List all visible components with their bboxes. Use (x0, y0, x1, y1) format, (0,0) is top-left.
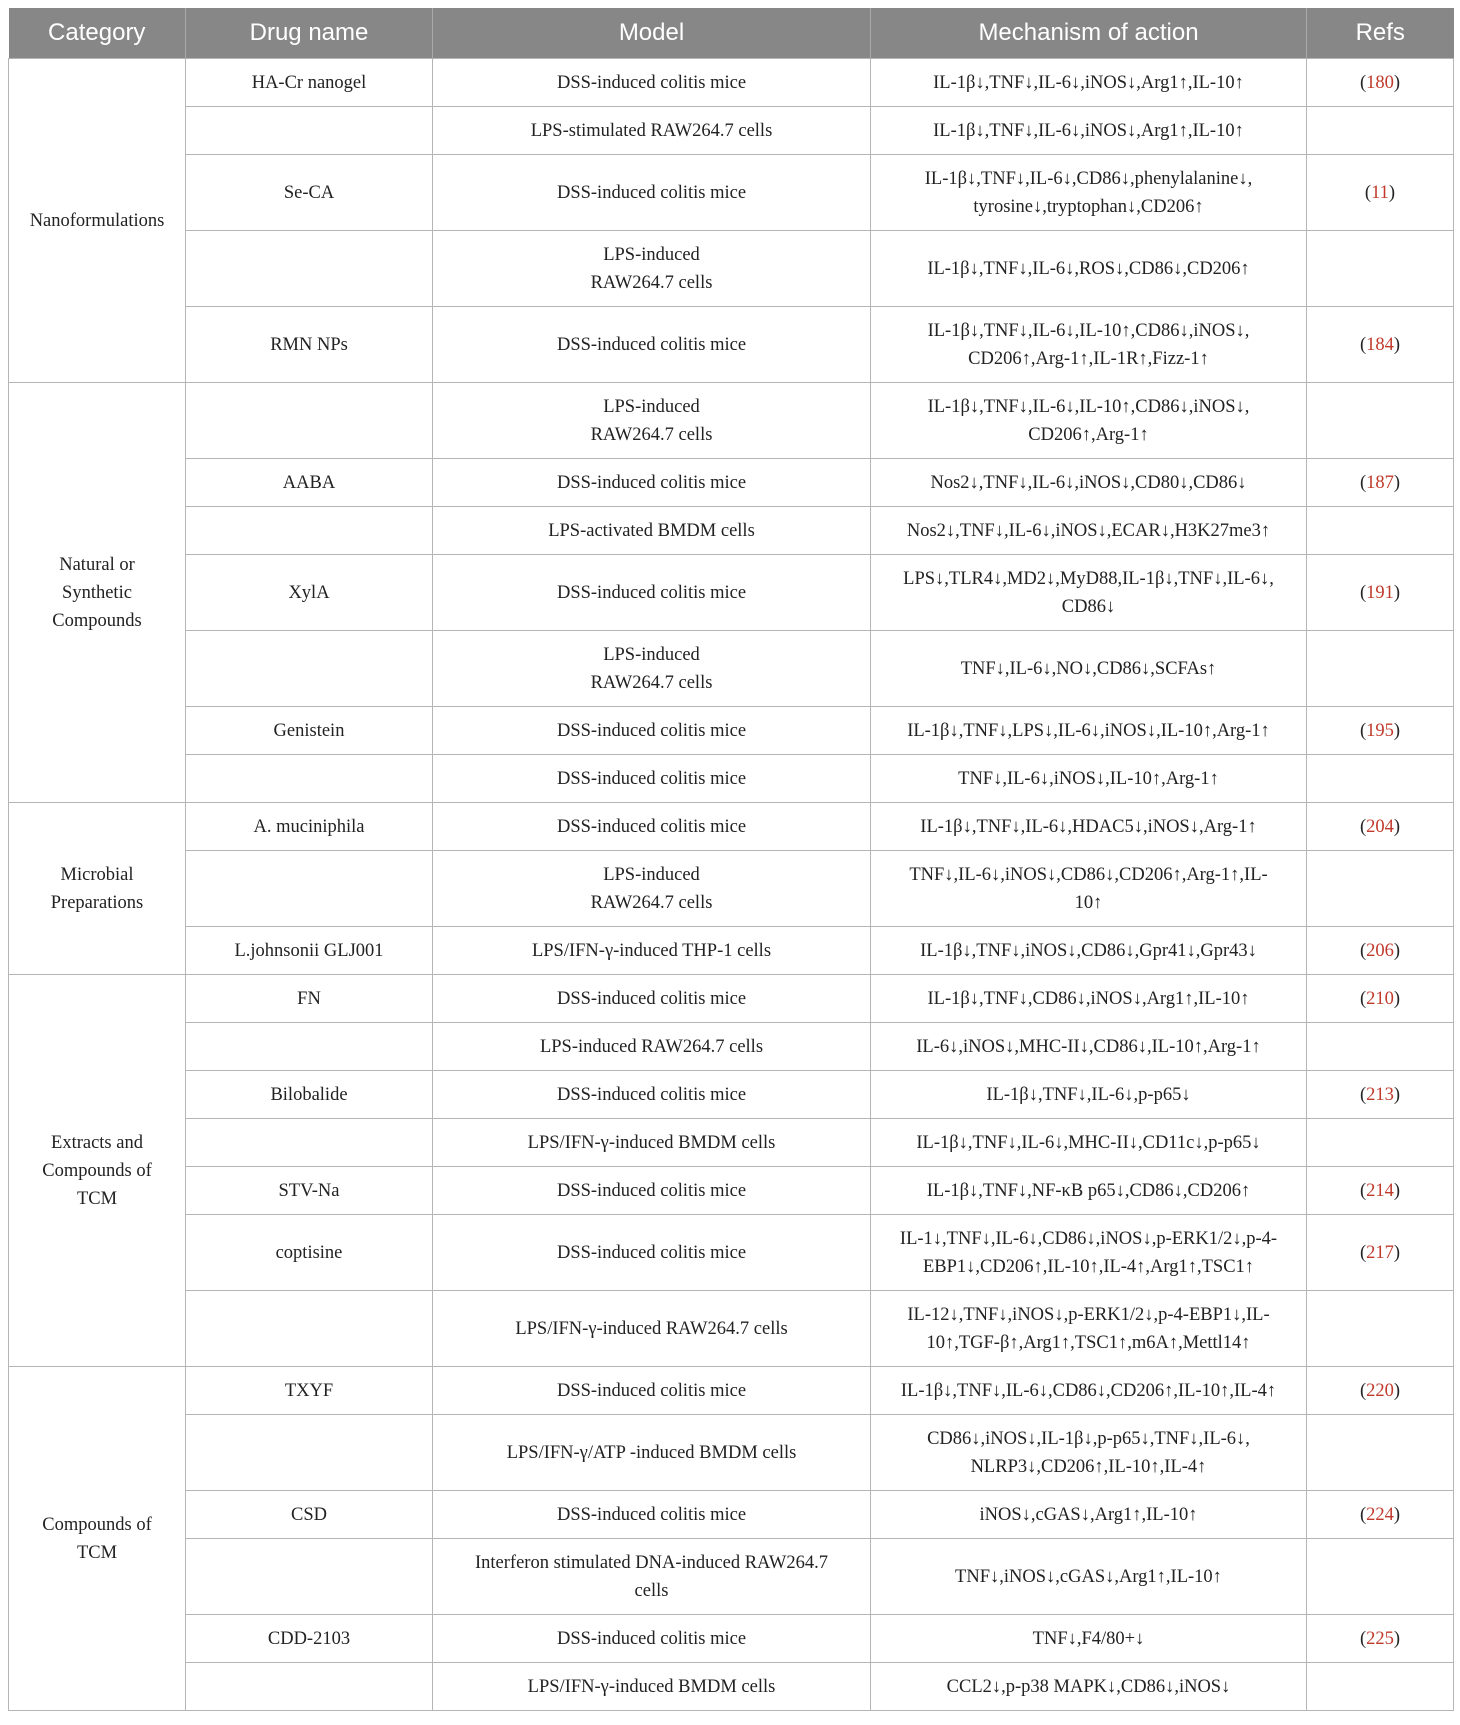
model-text: DSS-induced colitis mice (556, 1628, 747, 1649)
mechanism-text: CD206↑,Arg-1↑ (1028, 424, 1149, 445)
category-cell (9, 383, 186, 803)
reference-link[interactable]: 11 (1371, 182, 1389, 203)
mechanism-text: IL-1β↓,TNF↓,IL-6↓,iNOS↓,Arg1↑,IL-10↑ (933, 120, 1244, 141)
model-cell (433, 1491, 871, 1539)
header-mechanism: Mechanism of action (871, 8, 1307, 59)
model-cell (433, 383, 871, 459)
drug-name-cell: STV-Na (186, 1167, 433, 1215)
model-cell (433, 1119, 871, 1167)
table-row (9, 383, 1454, 459)
refs-cell (1307, 1539, 1454, 1615)
refs-cell (1307, 1119, 1454, 1167)
mechanism-text: CCL2↓,p-p38 MAPK↓,CD86↓,iNOS↓ (946, 1676, 1231, 1697)
header-drug-name: Drug name (186, 8, 433, 59)
model-cell (433, 1023, 871, 1071)
model-cell (433, 231, 871, 307)
mechanism-text: TNF↓,IL-6↓,iNOS↓,CD86↓,CD206↑,Arg-1↑,IL- (909, 864, 1268, 885)
drug-name-cell: Genistein (186, 707, 433, 755)
mechanism-text: tyrosine↓,tryptophan↓,CD206↑ (973, 196, 1204, 217)
model-cell (433, 1415, 871, 1491)
mechanism-cell (871, 755, 1307, 803)
header-category: Category (9, 8, 186, 59)
mechanism-cell (871, 1415, 1307, 1491)
model-text: LPS-induced (603, 244, 700, 265)
category-label: Synthetic (62, 582, 132, 603)
mechanism-text: IL-1β↓,TNF↓,NF-κB p65↓,CD86↓,CD206↑ (926, 1180, 1251, 1201)
refs-cell (1307, 1291, 1454, 1367)
category-label: Preparations (50, 892, 144, 913)
table-row (9, 1615, 1454, 1663)
model-cell (433, 1615, 871, 1663)
model-text: LPS-induced (603, 396, 700, 417)
table-row (9, 975, 1454, 1023)
model-text: LPS/IFN-γ-induced BMDM cells (527, 1676, 776, 1697)
reference-link[interactable]: 225 (1366, 1628, 1394, 1649)
mechanism-text: IL-1β↓,TNF↓,IL-6↓,CD86↓,phenylalanine↓, (924, 168, 1253, 189)
drug-name-cell: XylA (186, 555, 433, 631)
drug-name-cell: CSD (186, 1491, 433, 1539)
reference-link[interactable]: 180 (1366, 72, 1394, 93)
model-text: DSS-induced colitis mice (556, 1504, 747, 1525)
refs-cell: (210) (1307, 975, 1454, 1023)
table-row (9, 631, 1454, 707)
category-label: Compounds of (42, 1514, 152, 1535)
reference-link[interactable]: 204 (1366, 816, 1394, 837)
mechanism-cell (871, 1367, 1307, 1415)
reference-link[interactable]: 184 (1366, 334, 1394, 355)
header-model: Model (433, 8, 871, 59)
table-row (9, 307, 1454, 383)
refs-cell: (206) (1307, 927, 1454, 975)
mechanism-cell (871, 459, 1307, 507)
table-row (9, 1663, 1454, 1711)
model-text: LPS/IFN-γ-induced BMDM cells (527, 1132, 776, 1153)
model-text: DSS-induced colitis mice (556, 720, 747, 741)
mechanism-text: IL-1β↓,TNF↓,IL-6↓,IL-10↑,CD86↓,iNOS↓, (927, 320, 1250, 341)
mechanism-text: TNF↓,IL-6↓,iNOS↓,IL-10↑,Arg-1↑ (958, 768, 1219, 789)
model-cell (433, 1291, 871, 1367)
model-cell (433, 1367, 871, 1415)
model-text: RAW264.7 cells (590, 672, 713, 693)
refs-cell (1307, 1415, 1454, 1491)
model-text: DSS-induced colitis mice (556, 1242, 747, 1263)
table-row (9, 1023, 1454, 1071)
refs-cell (1307, 507, 1454, 555)
model-text: DSS-induced colitis mice (556, 182, 747, 203)
table-row (9, 755, 1454, 803)
model-text: Interferon stimulated DNA-induced RAW264.7 (474, 1552, 828, 1573)
model-text: LPS-induced (603, 644, 700, 665)
model-cell (433, 1663, 871, 1711)
mechanism-cell (871, 1491, 1307, 1539)
model-cell (433, 631, 871, 707)
model-cell (433, 927, 871, 975)
mechanism-cell (871, 851, 1307, 927)
table-header (9, 8, 1454, 59)
model-text: LPS-stimulated RAW264.7 cells (530, 120, 773, 141)
table-row (9, 927, 1454, 975)
model-cell (433, 59, 871, 107)
mechanism-cell (871, 155, 1307, 231)
drug-name-cell (186, 851, 433, 927)
category-label: Nanoformulations (29, 210, 165, 231)
table-row (9, 459, 1454, 507)
model-cell (433, 707, 871, 755)
header-refs: Refs (1307, 8, 1454, 59)
model-text: cells (634, 1580, 669, 1601)
mechanism-text: TNF↓,F4/80+↓ (1032, 1628, 1145, 1649)
model-text: RAW264.7 cells (590, 424, 713, 445)
mechanism-cell (871, 975, 1307, 1023)
mechanism-cell (871, 631, 1307, 707)
mechanism-text: NLRP3↓,CD206↑,IL-10↑,IL-4↑ (970, 1456, 1207, 1477)
category-label: Compounds of (42, 1160, 152, 1181)
mechanism-text: LPS↓,TLR4↓,MD2↓,MyD88,IL-1β↓,TNF↓,IL-6↓, (903, 568, 1274, 589)
drug-name-cell (186, 1415, 433, 1491)
table-row (9, 1491, 1454, 1539)
refs-cell: (184) (1307, 307, 1454, 383)
category-label: TCM (76, 1188, 118, 1209)
category-cell (9, 975, 186, 1367)
table-row (9, 1215, 1454, 1291)
mechanism-cell (871, 1119, 1307, 1167)
model-cell (433, 107, 871, 155)
category-label: Extracts and (51, 1132, 143, 1153)
mechanism-text: Nos2↓,TNF↓,IL-6↓,iNOS↓,ECAR↓,H3K27me3↑ (906, 520, 1271, 541)
refs-cell (1307, 851, 1454, 927)
reference-link[interactable]: 206 (1366, 940, 1394, 961)
refs-cell: (224) (1307, 1491, 1454, 1539)
mechanism-text: TNF↓,iNOS↓,cGAS↓,Arg1↑,IL-10↑ (955, 1566, 1222, 1587)
model-text: LPS/IFN-γ/ATP -induced BMDM cells (506, 1442, 797, 1463)
table-row (9, 59, 1454, 107)
table-row (9, 1367, 1454, 1415)
refs-cell: (213) (1307, 1071, 1454, 1119)
drug-name-cell (186, 507, 433, 555)
mechanism-cell (871, 507, 1307, 555)
table-body (9, 59, 1454, 1711)
mechanism-cell (871, 59, 1307, 107)
category-cell (9, 803, 186, 975)
mechanism-text: CD86↓ (1061, 596, 1116, 617)
model-text: DSS-induced colitis mice (556, 334, 747, 355)
model-text: RAW264.7 cells (590, 892, 713, 913)
refs-cell (1307, 231, 1454, 307)
drug-name-cell (186, 231, 433, 307)
category-cell (9, 59, 186, 383)
mechanism-cell (871, 555, 1307, 631)
refs-cell: (187) (1307, 459, 1454, 507)
mechanism-text: IL-1β↓,TNF↓,IL-6↓,HDAC5↓,iNOS↓,Arg-1↑ (920, 816, 1257, 837)
table-row (9, 1291, 1454, 1367)
reference-link[interactable]: 187 (1366, 472, 1394, 493)
table-row (9, 1167, 1454, 1215)
table-row (9, 1415, 1454, 1491)
drug-name-cell (186, 631, 433, 707)
category-label: Natural or (59, 554, 135, 575)
mechanism-cell (871, 927, 1307, 975)
drug-name-cell: Bilobalide (186, 1071, 433, 1119)
drug-name-cell (186, 1663, 433, 1711)
mechanism-text: iNOS↓,cGAS↓,Arg1↑,IL-10↑ (979, 1504, 1198, 1525)
table-row (9, 107, 1454, 155)
drug-table (8, 8, 1454, 1711)
drug-name-cell: RMN NPs (186, 307, 433, 383)
model-cell (433, 1215, 871, 1291)
model-cell (433, 755, 871, 803)
drug-name-cell: coptisine (186, 1215, 433, 1291)
mechanism-text: IL-12↓,TNF↓,iNOS↓,p-ERK1/2↓,p-4-EBP1↓,IL- (907, 1304, 1270, 1325)
model-cell (433, 459, 871, 507)
mechanism-cell (871, 803, 1307, 851)
model-text: LPS-induced (603, 864, 700, 885)
reference-link[interactable]: 210 (1366, 988, 1394, 1009)
mechanism-cell (871, 107, 1307, 155)
table-row (9, 707, 1454, 755)
table-row (9, 231, 1454, 307)
reference-link[interactable]: 224 (1366, 1504, 1394, 1525)
table-row (9, 507, 1454, 555)
table-row (9, 803, 1454, 851)
model-text: RAW264.7 cells (590, 272, 713, 293)
model-text: DSS-induced colitis mice (556, 1380, 747, 1401)
category-label: Compounds (52, 610, 142, 631)
mechanism-text: IL-1↓,TNF↓,IL-6↓,CD86↓,iNOS↓,p-ERK1/2↓,p-4- (899, 1228, 1278, 1249)
model-text: LPS-induced RAW264.7 cells (539, 1036, 764, 1057)
table-row (9, 851, 1454, 927)
model-text: DSS-induced colitis mice (556, 1084, 747, 1105)
model-text: DSS-induced colitis mice (556, 1180, 747, 1201)
table-row (9, 1071, 1454, 1119)
refs-cell: (195) (1307, 707, 1454, 755)
drug-name-cell (186, 1539, 433, 1615)
mechanism-cell (871, 231, 1307, 307)
model-text: DSS-induced colitis mice (556, 768, 747, 789)
model-text: LPS/IFN-γ-induced THP-1 cells (531, 940, 772, 961)
model-text: DSS-induced colitis mice (556, 472, 747, 493)
model-text: DSS-induced colitis mice (556, 816, 747, 837)
reference-link[interactable]: 191 (1366, 582, 1394, 603)
refs-cell: (204) (1307, 803, 1454, 851)
category-label: TCM (76, 1542, 118, 1563)
drug-name-cell (186, 1023, 433, 1071)
mechanism-text: IL-1β↓,TNF↓,CD86↓,iNOS↓,Arg1↑,IL-10↑ (927, 988, 1250, 1009)
mechanism-text: Nos2↓,TNF↓,IL-6↓,iNOS↓,CD80↓,CD86↓ (930, 472, 1247, 493)
refs-cell: (180) (1307, 59, 1454, 107)
drug-name-cell: L.johnsonii GLJ001 (186, 927, 433, 975)
mechanism-cell (871, 383, 1307, 459)
refs-cell: (214) (1307, 1167, 1454, 1215)
mechanism-cell (871, 1615, 1307, 1663)
model-cell (433, 307, 871, 383)
model-text: LPS-activated BMDM cells (548, 520, 755, 541)
refs-cell: (217) (1307, 1215, 1454, 1291)
refs-cell (1307, 107, 1454, 155)
mechanism-text: 10↑,TGF-β↑,Arg1↑,TSC1↑,m6A↑,Mettl14↑ (926, 1332, 1251, 1353)
model-cell (433, 803, 871, 851)
mechanism-text: TNF↓,IL-6↓,NO↓,CD86↓,SCFAs↑ (960, 658, 1217, 679)
model-text: DSS-induced colitis mice (556, 72, 747, 93)
refs-cell (1307, 1663, 1454, 1711)
mechanism-cell (871, 307, 1307, 383)
mechanism-cell (871, 1215, 1307, 1291)
reference-link[interactable]: 220 (1366, 1380, 1394, 1401)
reference-link[interactable]: 213 (1366, 1084, 1394, 1105)
mechanism-cell (871, 1071, 1307, 1119)
drug-name-cell: TXYF (186, 1367, 433, 1415)
mechanism-text: IL-6↓,iNOS↓,MHC-II↓,CD86↓,IL-10↑,Arg-1↑ (916, 1036, 1261, 1057)
drug-name-cell: HA-Cr nanogel (186, 59, 433, 107)
model-cell (433, 1167, 871, 1215)
mechanism-text: IL-1β↓,TNF↓,IL-6↓,IL-10↑,CD86↓,iNOS↓, (927, 396, 1250, 417)
drug-name-cell: AABA (186, 459, 433, 507)
model-cell (433, 155, 871, 231)
drug-name-cell: A. muciniphila (186, 803, 433, 851)
model-cell (433, 1539, 871, 1615)
mechanism-cell (871, 707, 1307, 755)
category-label: Microbial (60, 864, 134, 885)
drug-name-cell: Se-CA (186, 155, 433, 231)
model-text: LPS/IFN-γ-induced RAW264.7 cells (515, 1318, 788, 1339)
table-row (9, 1539, 1454, 1615)
reference-link[interactable]: 214 (1366, 1180, 1394, 1201)
model-cell (433, 555, 871, 631)
refs-cell: (225) (1307, 1615, 1454, 1663)
mechanism-cell (871, 1539, 1307, 1615)
drug-name-cell (186, 107, 433, 155)
model-cell (433, 851, 871, 927)
table-row (9, 1119, 1454, 1167)
mechanism-text: IL-1β↓,TNF↓,IL-6↓,ROS↓,CD86↓,CD206↑ (927, 258, 1250, 279)
model-cell (433, 1071, 871, 1119)
drug-name-cell: CDD-2103 (186, 1615, 433, 1663)
drug-name-cell (186, 383, 433, 459)
mechanism-text: IL-1β↓,TNF↓,IL-6↓,CD86↓,CD206↑,IL-10↑,IL-4↑ (900, 1380, 1277, 1401)
drug-name-cell (186, 755, 433, 803)
drug-name-cell (186, 1291, 433, 1367)
mechanism-cell (871, 1291, 1307, 1367)
reference-link[interactable]: 195 (1366, 720, 1394, 741)
mechanism-text: IL-1β↓,TNF↓,IL-6↓,p-p65↓ (986, 1084, 1191, 1105)
refs-cell (1307, 383, 1454, 459)
refs-cell (1307, 631, 1454, 707)
reference-link[interactable]: 217 (1366, 1242, 1394, 1263)
table-row (9, 155, 1454, 231)
mechanism-cell (871, 1023, 1307, 1071)
mechanism-text: CD86↓,iNOS↓,IL-1β↓,p-p65↓,TNF↓,IL-6↓, (927, 1428, 1250, 1449)
refs-cell: (220) (1307, 1367, 1454, 1415)
mechanism-text: IL-1β↓,TNF↓,IL-6↓,iNOS↓,Arg1↑,IL-10↑ (933, 72, 1244, 93)
drug-name-cell: FN (186, 975, 433, 1023)
model-text: DSS-induced colitis mice (556, 988, 747, 1009)
refs-cell: (11) (1307, 155, 1454, 231)
category-cell (9, 1367, 186, 1711)
refs-cell (1307, 755, 1454, 803)
mechanism-text: IL-1β↓,TNF↓,iNOS↓,CD86↓,Gpr41↓,Gpr43↓ (920, 940, 1257, 961)
mechanism-cell (871, 1167, 1307, 1215)
mechanism-text: CD206↑,Arg-1↑,IL-1R↑,Fizz-1↑ (968, 348, 1209, 369)
model-cell (433, 975, 871, 1023)
mechanism-text: IL-1β↓,TNF↓,LPS↓,IL-6↓,iNOS↓,IL-10↑,Arg-1↑ (907, 720, 1270, 741)
mechanism-text: IL-1β↓,TNF↓,IL-6↓,MHC-II↓,CD11c↓,p-p65↓ (916, 1132, 1261, 1153)
table-row (9, 555, 1454, 631)
drug-name-cell (186, 1119, 433, 1167)
refs-cell: (191) (1307, 555, 1454, 631)
model-text: DSS-induced colitis mice (556, 582, 747, 603)
mechanism-text: EBP1↓,CD206↑,IL-10↑,IL-4↑,Arg1↑,TSC1↑ (922, 1256, 1255, 1277)
mechanism-cell (871, 1663, 1307, 1711)
refs-cell (1307, 1023, 1454, 1071)
mechanism-text: 10↑ (1074, 892, 1103, 913)
model-cell (433, 507, 871, 555)
